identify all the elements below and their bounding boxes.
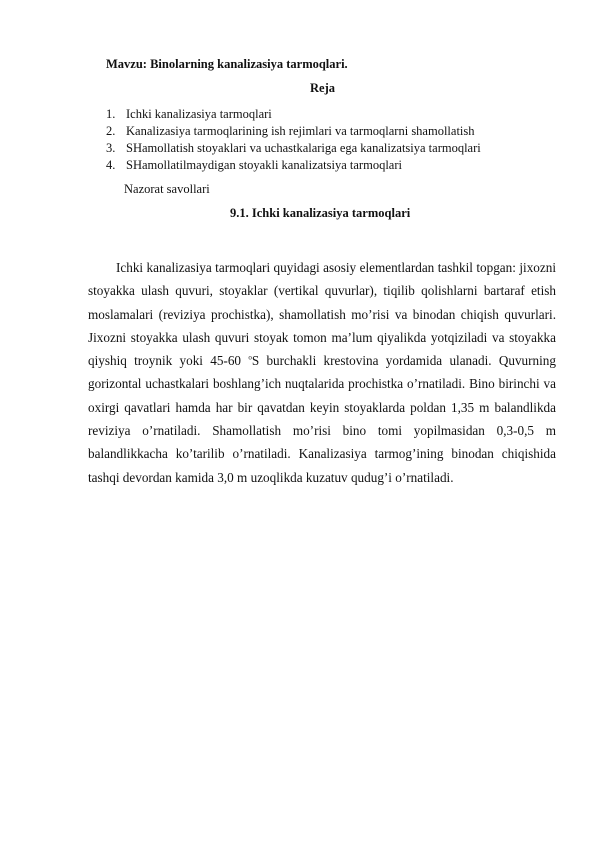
plan-list <box>106 106 481 174</box>
plan-item-text: Ichki kanalizasiya tarmoqlari <box>126 107 272 121</box>
plan-item-text: SHamollatish stoyaklari va uchastkalariga ega kanalizatsiya tarmoqlari <box>126 141 481 155</box>
plan-item-number: 2. <box>106 124 116 138</box>
plan-item-number: 4. <box>106 158 116 172</box>
body-paragraph <box>88 256 556 489</box>
plan-heading: Reja <box>310 81 335 95</box>
degree-symbol: o <box>248 353 252 362</box>
paragraph-text-part2: S burchakli krestovina yordamida ulanadi. Quvurning gorizontal uchastkalari boshlang’ich nuqtalarida prochistka o’rnatiladi. Bino birinchi va oxirgi qavatlari hamda har bir qavatdan keyin stoyaklarda poldan 1,35 m balandlikda reviziya o’rnatiladi. Shamollatish mo’risi bino tomi yopilmasidan 0,3-0,5 m balandlikkacha ko’tarilib o’rnatiladi. Kanalizasiya tarmog’ining binodan chiqishida tashqi devordan kamida 3,0 m uzoqlikda kuzatuv qudug’i o’rnatiladi. <box>88 353 556 485</box>
plan-item-number: 3. <box>106 141 116 155</box>
plan-item <box>106 157 481 174</box>
paragraph-text-part1: Ichki kanalizasiya tarmoqlari quyidagi asosiy elementlardan tashkil topgan: jixozni stoyakka ulash quvuri, stoyaklar (vertikal quvurlar), tiqilib qolishlarni bartaraf etish moslamalari (reviziya prochistka), shamollatish mo’risi va binodan chiqish quvurlari. Jixozni stoyakka ulash quvuri stoyak tomon ma’lum qiyalikda yotqiziladi va stoyakka qiyshiq troynik yoki 45-60 <box>88 260 556 369</box>
control-questions-label: Nazorat savollari <box>124 182 210 196</box>
plan-item <box>106 140 481 157</box>
plan-item-text: Kanalizasiya tarmoqlarining ish rejimlari va tarmoqlarni shamollatish <box>126 124 475 138</box>
plan-item-number: 1. <box>106 107 116 121</box>
plan-item <box>106 106 481 123</box>
plan-item <box>106 123 481 140</box>
topic-heading: Mavzu: Binolarning kanalizasiya tarmoqlari. <box>106 57 348 71</box>
section-title: 9.1. Ichki kanalizasiya tarmoqlari <box>230 206 411 220</box>
plan-item-text: SHamollatilmaydigan stoyakli kanalizatsiya tarmoqlari <box>126 158 402 172</box>
